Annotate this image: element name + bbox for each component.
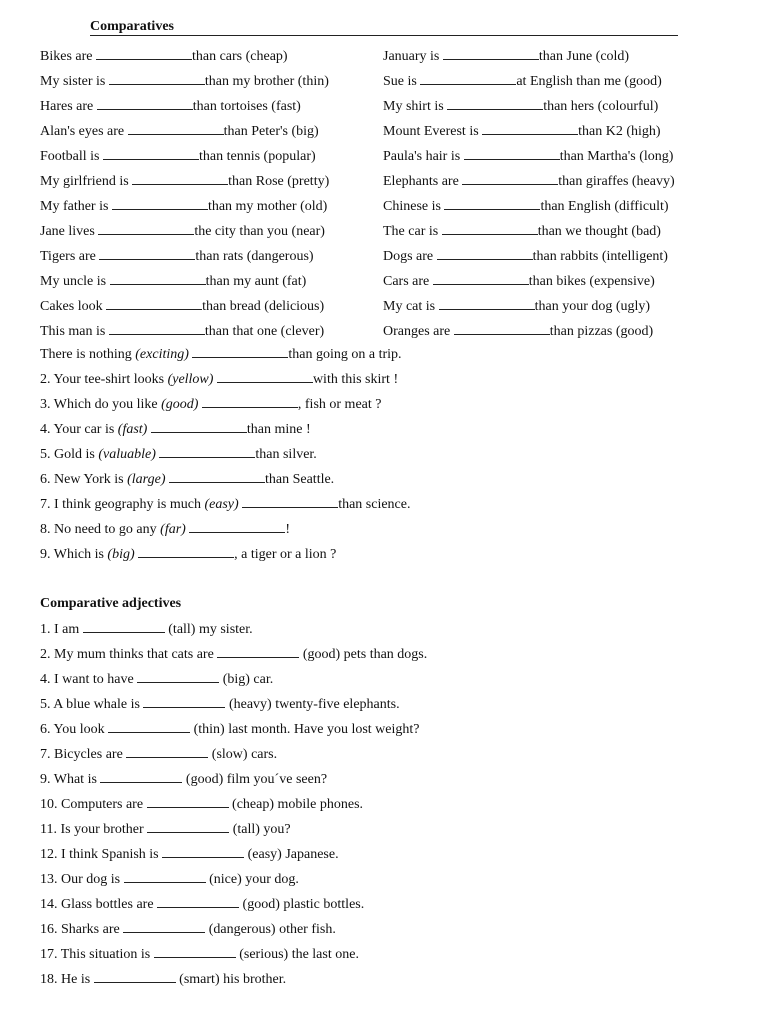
answer-blank[interactable] bbox=[100, 768, 182, 783]
answer-blank[interactable] bbox=[442, 220, 538, 235]
answer-blank[interactable] bbox=[147, 818, 229, 833]
exercise-line: Oranges are than pizzas (good) bbox=[383, 320, 675, 345]
answer-blank[interactable] bbox=[462, 170, 558, 185]
exercise-line: My cat is than your dog (ugly) bbox=[383, 295, 675, 320]
answer-blank[interactable] bbox=[437, 245, 533, 260]
answer-blank[interactable] bbox=[124, 868, 206, 883]
adjective-hint: (far) bbox=[160, 522, 186, 537]
section-title: Comparative adjectives bbox=[40, 596, 182, 611]
left-exercise-column bbox=[40, 45, 329, 345]
answer-blank[interactable] bbox=[154, 943, 236, 958]
exercise-line: Alan's eyes are than Peter's (big) bbox=[40, 120, 329, 145]
exercise-line: 3. Which do you like (good) , fish or meat ? bbox=[40, 393, 410, 418]
worksheet-title: Comparatives bbox=[90, 19, 174, 34]
answer-blank[interactable] bbox=[242, 493, 338, 508]
adjective-hint: (fast) bbox=[117, 422, 148, 437]
answer-blank[interactable] bbox=[151, 418, 247, 433]
exercise-line: 1. I am (tall) my sister. bbox=[40, 618, 427, 643]
answer-blank[interactable] bbox=[444, 195, 540, 210]
answer-blank[interactable] bbox=[143, 693, 225, 708]
adjective-hint: (easy) bbox=[204, 497, 239, 512]
answer-blank[interactable] bbox=[132, 170, 228, 185]
answer-blank[interactable] bbox=[123, 918, 205, 933]
adjective-hint: (good) bbox=[161, 397, 199, 412]
exercise-line: 4. I want to have (big) car. bbox=[40, 668, 427, 693]
exercise-line: 10. Computers are (cheap) mobile phones. bbox=[40, 793, 427, 818]
exercise-line: 6. You look (thin) last month. Have you lost weight? bbox=[40, 718, 427, 743]
answer-blank[interactable] bbox=[420, 70, 516, 85]
answer-blank[interactable] bbox=[439, 295, 535, 310]
comparative-adjectives-section bbox=[40, 593, 427, 993]
exercise-line: Sue is at English than me (good) bbox=[383, 70, 675, 95]
exercise-line: Dogs are than rabbits (intelligent) bbox=[383, 245, 675, 270]
answer-blank[interactable] bbox=[96, 45, 192, 60]
exercise-line: My father is than my mother (old) bbox=[40, 195, 329, 220]
exercise-line: Chinese is than English (difficult) bbox=[383, 195, 675, 220]
exercise-line: My girlfriend is than Rose (pretty) bbox=[40, 170, 329, 195]
answer-blank[interactable] bbox=[464, 145, 560, 160]
answer-blank[interactable] bbox=[138, 543, 234, 558]
answer-blank[interactable] bbox=[110, 270, 206, 285]
answer-blank[interactable] bbox=[443, 45, 539, 60]
exercise-line: 6. New York is (large) than Seattle. bbox=[40, 468, 410, 493]
answer-blank[interactable] bbox=[147, 793, 229, 808]
exercise-line: 7. I think geography is much (easy) than science. bbox=[40, 493, 410, 518]
answer-blank[interactable] bbox=[83, 618, 165, 633]
answer-blank[interactable] bbox=[217, 368, 313, 383]
exercise-line: 2. My mum thinks that cats are (good) pets than dogs. bbox=[40, 643, 427, 668]
answer-blank[interactable] bbox=[108, 718, 190, 733]
exercise-line: Tigers are than rats (dangerous) bbox=[40, 245, 329, 270]
exercise-line: My shirt is than hers (colourful) bbox=[383, 95, 675, 120]
exercise-line: 14. Glass bottles are (good) plastic bottles. bbox=[40, 893, 427, 918]
exercise-line: Jane lives the city than you (near) bbox=[40, 220, 329, 245]
exercise-line: 2. Your tee-shirt looks (yellow) with this skirt ! bbox=[40, 368, 410, 393]
answer-blank[interactable] bbox=[162, 843, 244, 858]
exercise-line: Hares are than tortoises (fast) bbox=[40, 95, 329, 120]
exercise-line: Football is than tennis (popular) bbox=[40, 145, 329, 170]
adjective-hint: (exciting) bbox=[135, 347, 189, 362]
exercise-line: This man is than that one (clever) bbox=[40, 320, 329, 345]
worksheet-header bbox=[90, 18, 678, 36]
answer-blank[interactable] bbox=[447, 95, 543, 110]
answer-blank[interactable] bbox=[189, 518, 285, 533]
exercise-line: 12. I think Spanish is (easy) Japanese. bbox=[40, 843, 427, 868]
answer-blank[interactable] bbox=[106, 295, 202, 310]
answer-blank[interactable] bbox=[128, 120, 224, 135]
answer-blank[interactable] bbox=[454, 320, 550, 335]
exercise-line: 11. Is your brother (tall) you? bbox=[40, 818, 427, 843]
exercise-line: 4. Your car is (fast) than mine ! bbox=[40, 418, 410, 443]
exercise-line: Elephants are than giraffes (heavy) bbox=[383, 170, 675, 195]
exercise-line: My sister is than my brother (thin) bbox=[40, 70, 329, 95]
answer-blank[interactable] bbox=[192, 343, 288, 358]
numbered-exercise-section bbox=[40, 343, 410, 568]
exercise-line: 16. Sharks are (dangerous) other fish. bbox=[40, 918, 427, 943]
answer-blank[interactable] bbox=[169, 468, 265, 483]
exercise-line: 17. This situation is (serious) the last one. bbox=[40, 943, 427, 968]
adjective-hint: (large) bbox=[127, 472, 166, 487]
answer-blank[interactable] bbox=[98, 220, 194, 235]
answer-blank[interactable] bbox=[482, 120, 578, 135]
exercise-line: 13. Our dog is (nice) your dog. bbox=[40, 868, 427, 893]
exercise-line: The car is than we thought (bad) bbox=[383, 220, 675, 245]
exercise-line: Cakes look than bread (delicious) bbox=[40, 295, 329, 320]
adjective-hint: (valuable) bbox=[98, 447, 156, 462]
answer-blank[interactable] bbox=[97, 95, 193, 110]
answer-blank[interactable] bbox=[137, 668, 219, 683]
exercise-line: Mount Everest is than K2 (high) bbox=[383, 120, 675, 145]
exercise-line: My uncle is than my aunt (fat) bbox=[40, 270, 329, 295]
exercise-line: Bikes are than cars (cheap) bbox=[40, 45, 329, 70]
exercise-line: 9. Which is (big) , a tiger or a lion ? bbox=[40, 543, 410, 568]
answer-blank[interactable] bbox=[157, 893, 239, 908]
exercise-line: Cars are than bikes (expensive) bbox=[383, 270, 675, 295]
adjective-hint: (yellow) bbox=[167, 372, 214, 387]
right-exercise-column bbox=[383, 45, 675, 345]
answer-blank[interactable] bbox=[112, 195, 208, 210]
answer-blank[interactable] bbox=[217, 643, 299, 658]
answer-blank[interactable] bbox=[109, 70, 205, 85]
answer-blank[interactable] bbox=[202, 393, 298, 408]
answer-blank[interactable] bbox=[99, 245, 195, 260]
adjective-hint: (big) bbox=[107, 547, 135, 562]
answer-blank[interactable] bbox=[109, 320, 205, 335]
answer-blank[interactable] bbox=[433, 270, 529, 285]
answer-blank[interactable] bbox=[159, 443, 255, 458]
exercise-line: 18. He is (smart) his brother. bbox=[40, 968, 427, 993]
exercise-line: 8. No need to go any (far) ! bbox=[40, 518, 410, 543]
exercise-line: There is nothing (exciting) than going on a trip. bbox=[40, 343, 410, 368]
exercise-line: 9. What is (good) film you´ve seen? bbox=[40, 768, 427, 793]
exercise-line: January is than June (cold) bbox=[383, 45, 675, 70]
exercise-line: 5. Gold is (valuable) than silver. bbox=[40, 443, 410, 468]
answer-blank[interactable] bbox=[126, 743, 208, 758]
answer-blank[interactable] bbox=[94, 968, 176, 983]
exercise-line: 7. Bicycles are (slow) cars. bbox=[40, 743, 427, 768]
exercise-line: Paula's hair is than Martha's (long) bbox=[383, 145, 675, 170]
exercise-line: 5. A blue whale is (heavy) twenty-five elephants. bbox=[40, 693, 427, 718]
answer-blank[interactable] bbox=[103, 145, 199, 160]
